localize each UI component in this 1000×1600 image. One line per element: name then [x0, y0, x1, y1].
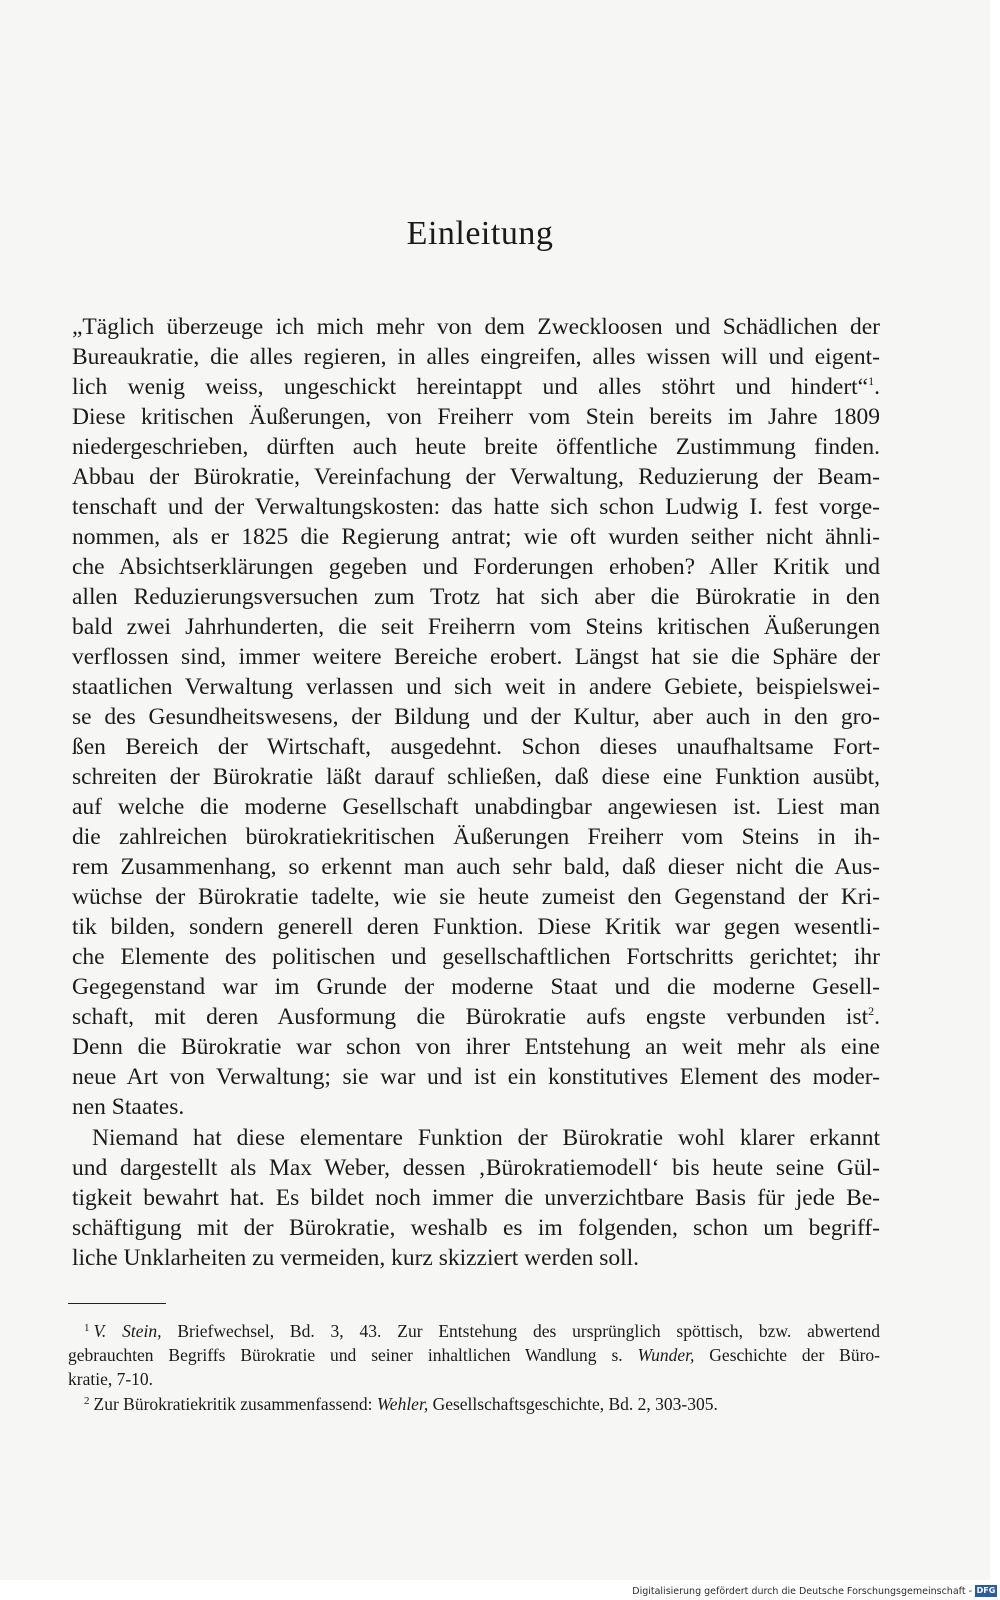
digitization-credit: Digitalisierung gefördert durch die Deutsche Forschungsgemeinschaft -	[632, 1586, 972, 1597]
body-line: Diese kritischen Äußerungen, von Freiherr vom Stein bereits im Jahre 1809	[72, 404, 880, 430]
footnote-2-author: Wehler,	[376, 1394, 429, 1414]
body-line: niedergeschrieben, dürften auch heute breite öffentliche Zustimmung finden.	[72, 434, 880, 460]
body-line: bald zwei Jahrhunderten, die seit Freiherrn vom Steins kritischen Äußerungen	[72, 614, 880, 640]
body-line: Denn die Bürokratie war schon von ihrer Entstehung an weit mehr als eine	[72, 1034, 880, 1060]
footnote-1-line-3: kratie, 7-10.	[68, 1369, 154, 1389]
body-line: tenschaft und der Verwaltungskosten: das hatte sich schon Ludwig I. fest vorge-	[72, 494, 880, 520]
body-line: und dargestellt als Max Weber, dessen ‚Bürokratiemodell‘ bis heute seine Gül-	[72, 1155, 880, 1181]
body-line: „Täglich überzeuge ich mich mehr von dem Zweckloosen und Schädlichen der	[72, 314, 880, 340]
body-line: schreiten der Bürokratie läßt darauf schließen, daß diese eine Funktion ausübt,	[72, 764, 880, 790]
body-line: tigkeit bewahrt hat. Es bildet noch immer die unverzichtbare Basis für jede Be-	[72, 1185, 880, 1211]
body-line	[72, 1002, 880, 1032]
body-line: tik bilden, sondern generell deren Funktion. Diese Kritik war gegen wesentli-	[72, 914, 880, 940]
body-line-text: lich wenig weiss, ungeschickt hereintappt und alles stöhrt und hindert“	[72, 374, 869, 400]
footnote-divider	[68, 1303, 166, 1304]
body-line: che Elemente des politischen und gesellschaftlichen Fortschritts gerichtet; ihr	[72, 944, 880, 970]
body-line: neue Art von Verwaltung; sie war und ist ein konstitutives Element des moder-	[72, 1064, 880, 1090]
footnote-1-text: Geschichte der Büro-	[694, 1345, 880, 1365]
footnote-ref-2[interactable]: 2	[868, 1004, 875, 1018]
footnote-ref-1[interactable]: 1	[868, 374, 875, 388]
body-line: che Absichtserklärungen gegeben und Forderungen erhoben? Aller Kritik und	[72, 554, 880, 580]
body-line: staatlichen Verwaltung verlassen und sich weit in andere Gebiete, beispielswei-	[72, 674, 880, 700]
body-line: auf welche die moderne Gesellschaft unabdingbar angewiesen ist. Liest man	[72, 794, 880, 820]
page-title: Einleitung	[406, 215, 554, 252]
body-line: Gegegenstand war im Grunde der moderne Staat und die moderne Gesell-	[72, 974, 880, 1000]
body-line	[72, 372, 880, 402]
footnote-1-author: V. Stein,	[93, 1321, 162, 1341]
body-line: liche Unklarheiten zu vermeiden, kurz skizziert werden soll.	[72, 1245, 640, 1271]
footnote-ref-2-punct: .	[874, 1004, 880, 1030]
body-line: Niemand hat diese elementare Funktion der Bürokratie wohl klarer erkannt	[92, 1125, 880, 1151]
footnote-2-number: 2	[84, 1395, 90, 1407]
body-line: wüchse der Bürokratie tadelte, wie sie heute zumeist den Gegenstand der Kri-	[72, 884, 880, 910]
footnote-2-text: Gesellschaftsgeschichte, Bd. 2, 303-305.	[428, 1394, 718, 1414]
dfg-logo: DFG	[976, 1586, 996, 1595]
body-line: schäftigung mit der Bürokratie, weshalb es im folgenden, schon um begriff-	[72, 1215, 880, 1241]
body-line: die zahlreichen bürokratiekritischen Äußerungen Freiherr vom Steins in ih-	[72, 824, 880, 850]
body-line: allen Reduzierungsversuchen zum Trotz hat sich aber die Bürokratie in den	[72, 584, 880, 610]
footnote-ref-1-punct: .	[874, 374, 880, 400]
body-line: nommen, als er 1825 die Regierung antrat; wie oft wurden seither nicht ähnli-	[72, 524, 880, 550]
body-line: se des Gesundheitswesens, der Bildung und der Kultur, aber auch in den gro-	[72, 704, 880, 730]
footnote-1-author-2: Wunder,	[637, 1345, 695, 1365]
footnote-1-number: 1	[84, 1322, 90, 1334]
footnote-2-text: Zur Bürokratiekritik zusammenfassend:	[93, 1394, 377, 1414]
footnote-1-line-2	[68, 1344, 880, 1367]
footnote-2	[84, 1393, 880, 1416]
body-line: Abbau der Bürokratie, Vereinfachung der Verwaltung, Reduzierung der Beam-	[72, 464, 880, 490]
footnote-1	[84, 1320, 880, 1343]
footnote-1-text: gebrauchten Begriffs Bürokratie und seiner inhaltlichen Wandlung s.	[68, 1345, 638, 1365]
body-line: verflossen sind, immer weitere Bereiche erobert. Längst hat sie die Sphäre der	[72, 644, 880, 670]
body-line-text: schaft, mit deren Ausformung die Bürokratie aufs engste verbunden ist	[72, 1004, 869, 1030]
body-line: Bureaukratie, die alles regieren, in alles eingreifen, alles wissen will und eigent-	[72, 344, 880, 370]
body-line: nen Staates.	[72, 1094, 185, 1120]
body-line: rem Zusammenhang, so erkennt man auch sehr bald, daß dieser nicht die Aus-	[72, 854, 880, 880]
body-line: ßen Bereich der Wirtschaft, ausgedehnt. Schon dieses unaufhaltsame Fort-	[72, 734, 880, 760]
footnote-1-text: Briefwechsel, Bd. 3, 43. Zur Entstehung des ursprünglich spöttisch, bzw. abwertend	[161, 1321, 880, 1341]
